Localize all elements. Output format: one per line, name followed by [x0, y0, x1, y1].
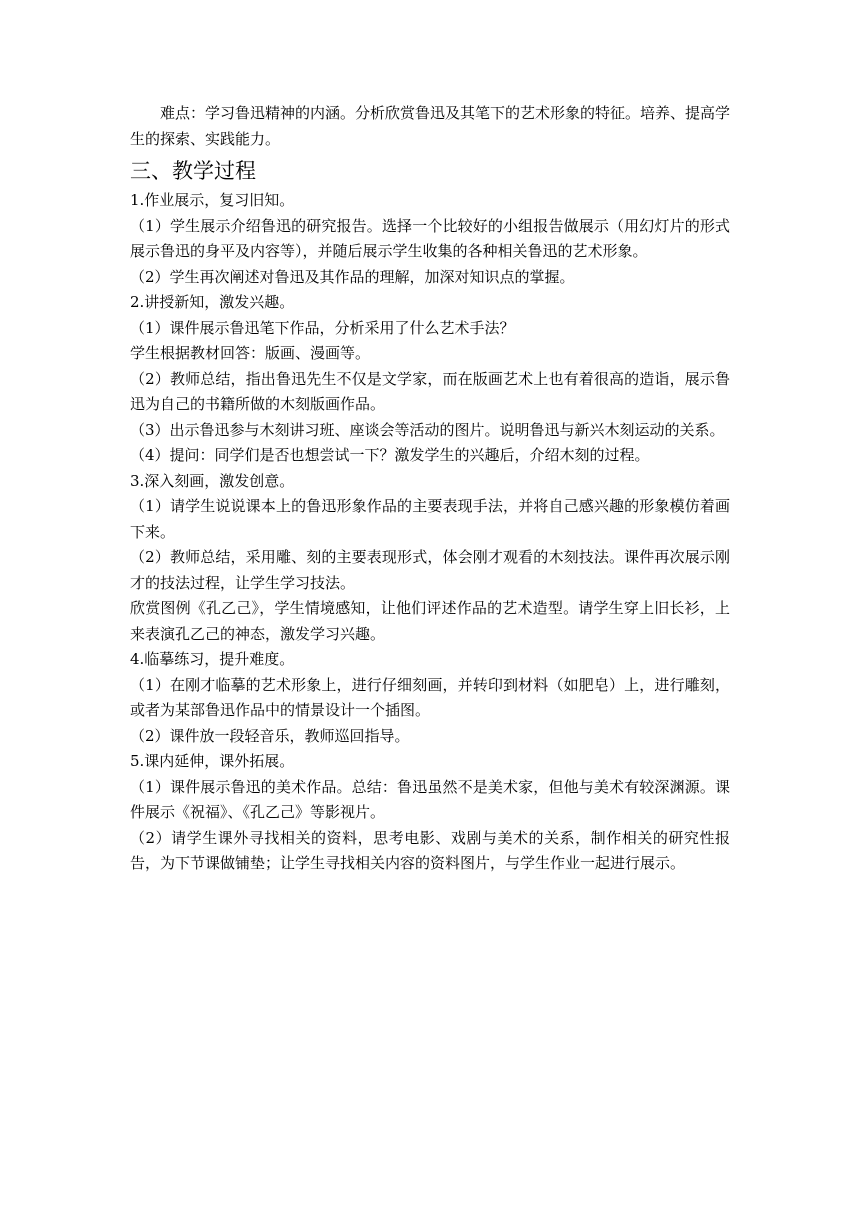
intro-paragraph: 难点：学习鲁迅精神的内涵。分析欣赏鲁迅及其笔下的艺术形象的特征。培养、提高学生的探索、实践能力。 — [130, 104, 731, 148]
paragraph: （1）学生展示介绍鲁迅的研究报告。选择一个比较好的小组报告做展示（用幻灯片的形式展示鲁迅的身平及内容等），并随后展示学生收集的各种相关鲁迅的艺术形象。 — [130, 216, 730, 260]
paragraph: （2）教师总结，采用雕、刻的主要表现形式，体会刚才观看的木刻技法。课件再次展示刚才的技法过程，让学生学习技法。 — [130, 548, 730, 592]
paragraph: （1）请学生说说课本上的鲁迅形象作品的主要表现手法，并将自己感兴趣的形象模仿着画下来。 — [130, 497, 730, 541]
paragraph: 5.课内延伸，课外拓展。 — [130, 752, 295, 770]
section-title: 三、教学过程 — [130, 159, 256, 183]
body-paragraphs — [130, 188, 730, 877]
paragraph: 4.临摹练习，提升难度。 — [130, 650, 295, 668]
paragraph: （3）出示鲁迅参与木刻讲习班、座谈会等活动的图片。说明鲁迅与新兴木刻运动的关系。 — [130, 420, 725, 439]
paragraph: （4）提问：同学们是否也想尝试一下？激发学生的兴趣后，介绍木刻的过程。 — [130, 446, 650, 464]
paragraph: （2）请学生课外寻找相关的资料，思考电影、戏剧与美术的关系，制作相关的研究性报告，为下节课做铺垫；让学生寻找相关内容的资料图片，与学生作业一起进行展示。 — [130, 828, 730, 872]
paragraph: （1）课件展示鲁迅笔下作品，分析采用了什么艺术手法？ — [130, 318, 515, 337]
paragraph: 3.深入刻画，激发创意。 — [130, 471, 295, 490]
paragraph: 2.讲授新知，激发兴趣。 — [130, 293, 295, 311]
paragraph: （2）学生再次阐述对鲁迅及其作品的理解，加深对知识点的掌握。 — [130, 267, 575, 286]
paragraph: （1）课件展示鲁迅的美术作品。总结：鲁迅虽然不是美术家，但他与美术有较深渊源。课件展示《祝福》、《孔乙己》等影视片。 — [130, 777, 730, 821]
paragraph: 学生根据教材回答：版画、漫画等。 — [130, 344, 371, 362]
paragraph: （2）课件放一段轻音乐，教师巡回指导。 — [130, 726, 410, 745]
paragraph: （2）教师总结，指出鲁迅先生不仅是文学家，而在版画艺术上也有着很高的造诣，展示鲁迅为自己的书籍所做的木刻版画作品。 — [130, 369, 730, 413]
paragraph: （1）在刚才临摹的艺术形象上，进行仔细刻画，并转印到材料（如肥皂）上，进行雕刻，或者为某部鲁迅作品中的情景设计一个插图。 — [130, 675, 730, 719]
paragraph: 1.作业展示，复习旧知。 — [130, 191, 295, 209]
document-page — [130, 101, 730, 877]
paragraph: 欣赏图例《孔乙己》，学生情境感知，让他们评述作品的艺术造型。请学生穿上旧长衫，上来表演孔乙己的神态，激发学习兴趣。 — [130, 599, 730, 643]
